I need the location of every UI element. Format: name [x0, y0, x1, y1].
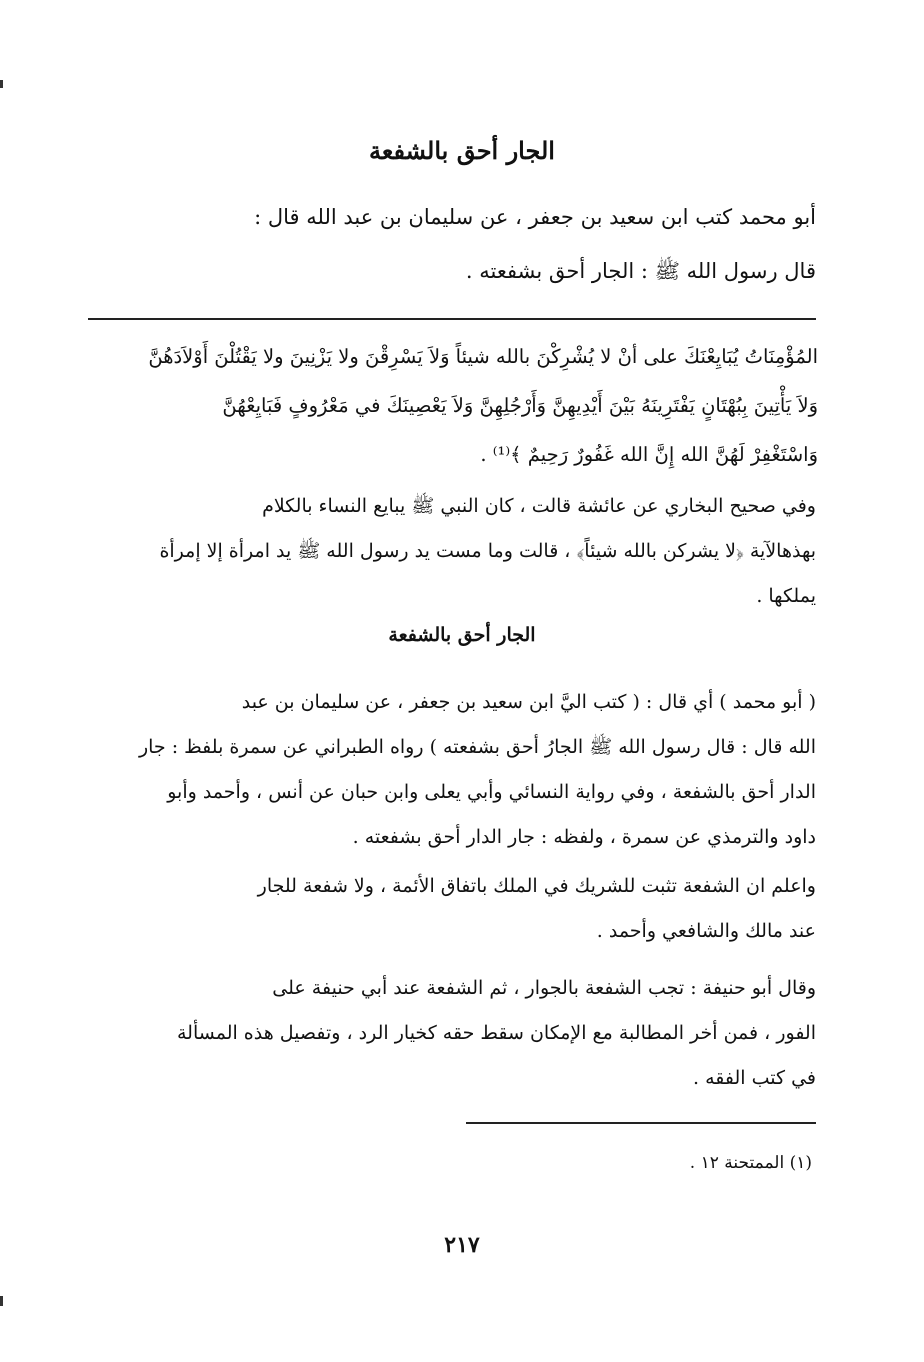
- quran-verse: [88, 332, 818, 479]
- paragraph-line: وفي صحيح البخاري عن عائشة قالت ، كان النبي ﷺ يبايع النساء بالكلام: [262, 495, 816, 517]
- commentary-paragraph-1: [92, 484, 816, 619]
- paragraph-line: الله قال : قال رسول الله ﷺ الجارُ أحق بشفعته ) رواه الطبراني عن سمرة بلفظ : جار: [138, 736, 816, 758]
- commentary-paragraph-3: [92, 864, 816, 954]
- scan-edge-mark-bottom: [0, 1296, 3, 1306]
- verse-line: وَاسْتَغْفِرْ لَهُنَّ الله إِنَّ الله غَفُورٌ رَحِيمٌ ﴾⁽¹⁾ .: [480, 443, 818, 466]
- hadith-line: قال رسول الله ﷺ : الجار أحق بشفعته .: [465, 259, 816, 283]
- paragraph-line: وقال أبو حنيفة : تجب الشفعة بالجوار ، ثم الشفعة عند أبي حنيفة على: [272, 977, 816, 999]
- page-number: ٢١٧: [444, 1232, 480, 1258]
- footnote: (١) الممتحنة ١٢ .: [689, 1153, 812, 1173]
- paragraph-line: الدار أحق بالشفعة ، وفي رواية النسائي وأبي يعلى وابن حبان عن أنس ، وأحمد وأبو: [167, 781, 816, 803]
- commentary-paragraph-4: [92, 966, 816, 1101]
- paragraph-line: يملكها .: [756, 585, 816, 607]
- page-heading: الجار أحق بالشفعة: [369, 136, 555, 165]
- paragraph-line: الفور ، فمن أخر المطالبة مع الإمكان سقط حقه كخيار الرد ، وتفصيل هذه المسألة: [177, 1022, 816, 1044]
- paragraph-line: بهذهالآية ﴿لا يشركن بالله شيئاً﴾ ، قالت وما مست يد رسول الله ﷺ يد امرأة إلا إمرأة: [159, 540, 816, 562]
- paragraph-line: ( أبو محمد ) أي قال : ( كتب اليَّ ابن سعيد بن جعفر ، عن سليمان بن عبد: [241, 691, 816, 713]
- paragraph-line: في كتب الفقه .: [693, 1067, 816, 1089]
- verse-line: المُؤْمِنَاتُ يُبَايِعْنَكَ على أنْ لا يُشْرِكْنَ بالله شيئاً وَلاَ يَسْرِقْنَ ولا يَزْنِينَ ولا يَقْتُلْنَ أَوْلاَدَهُنَّ: [148, 345, 818, 368]
- commentary-paragraph-2: [92, 680, 816, 860]
- scan-edge-mark-top: [0, 80, 3, 88]
- paragraph-line: داود والترمذي عن سمرة ، ولفظه : جار الدار أحق بشفعته .: [352, 826, 816, 848]
- hadith-line: أبو محمد كتب ابن سعيد بن جعفر ، عن سليمان بن عبد الله قال :: [254, 205, 816, 229]
- verse-line: وَلاَ يَأْتِينَ بِبُهْتَانٍ يَفْتَرِينَهُ بَيْنَ أَيْدِيهِنَّ وَأَرْجُلِهِنَّ وَلاَ يَعْصِينَكَ في مَعْرُوفٍ فَبَايِعْهُنَّ: [222, 394, 818, 417]
- section-subheading: الجار أحق بالشفعة: [388, 624, 536, 646]
- paragraph-line: عند مالك والشافعي وأحمد .: [596, 920, 816, 942]
- footnote-divider: [466, 1122, 816, 1124]
- paragraph-line: واعلم ان الشفعة تثبت للشريك في الملك باتفاق الأئمة ، ولا شفعة للجار: [257, 875, 816, 897]
- hadith-text: [100, 190, 816, 298]
- section-divider: [88, 318, 816, 320]
